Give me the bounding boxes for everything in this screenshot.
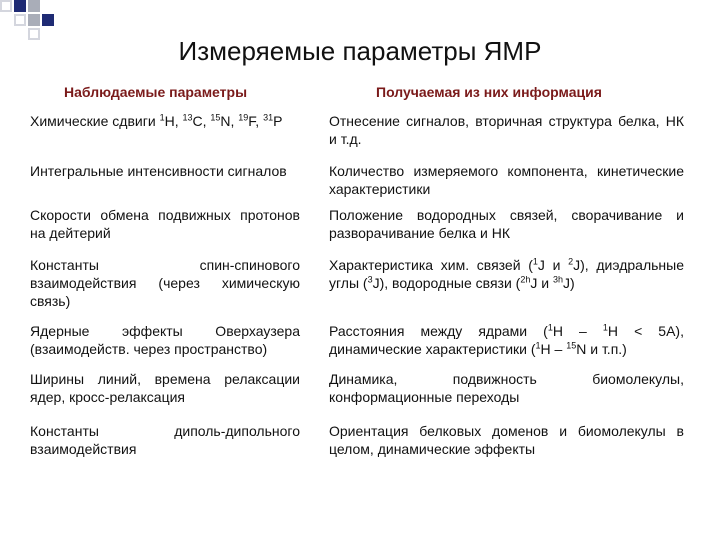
obtained-information: Динамика, подвижность биомолекулы, конформационные переходы xyxy=(329,371,684,405)
table-row xyxy=(30,162,692,206)
observed-parameter: Скорости обмена подвижных протонов на дейтерий xyxy=(30,207,300,241)
decoration-square xyxy=(28,14,40,26)
table-row xyxy=(30,206,692,256)
table-row xyxy=(30,112,692,162)
obtained-information: Количество измеряемого компонента, кинетические характеристики xyxy=(329,163,684,197)
table-row xyxy=(30,370,692,422)
column-header-information: Получаемая из них информация xyxy=(376,84,602,100)
table-row xyxy=(30,322,692,370)
decoration-square xyxy=(0,0,12,12)
table-header xyxy=(0,84,720,106)
decoration-square xyxy=(14,0,26,12)
parameters-table xyxy=(30,112,692,466)
table-row xyxy=(30,256,692,322)
decoration-square xyxy=(42,14,54,26)
observed-parameter: Константы диполь-дипольного взаимодействия xyxy=(30,423,300,457)
obtained-information: Отнесение сигналов, вторичная структура белка, НК и т.д. xyxy=(329,113,684,147)
decoration-square xyxy=(14,14,26,26)
observed-parameter: Интегральные интенсивности сигналов xyxy=(30,163,287,179)
obtained-information: Положение водородных связей, сворачивание и разворачивание белка и НК xyxy=(329,207,684,241)
obtained-information: Расстояния между ядрами ($^1$H – $^1$H < 5A), динамические характеристики ($^1$H – $^{15}$N и т.п.) xyxy=(329,322,684,357)
observed-parameter: Химические сдвиги $^1$H, $^{13}$C, $^{15}$N, $^{19}$F, $^{31}$P xyxy=(30,112,283,129)
obtained-information: Ориентация белковых доменов и биомолекулы в целом, динамические эффекты xyxy=(329,423,684,457)
observed-parameter: Ядерные эффекты Оверхаузера (взаимодейств. через пространство) xyxy=(30,323,300,357)
obtained-information: Характеристика хим. связей ($^1$J и $^2$J), диэдральные углы ($^3$J), водородные связи ($^{2h}$J и $^{3h}$J) xyxy=(329,256,684,291)
observed-parameter: Ширины линий, времена релаксации ядер, кросс-релаксация xyxy=(30,371,300,405)
observed-parameter: Константы спин-спинового взаимодействия (через химическую связь) xyxy=(30,257,300,309)
slide-title: Измеряемые параметры ЯМР xyxy=(178,36,542,66)
decoration-square xyxy=(28,0,40,12)
column-header-observed: Наблюдаемые параметры xyxy=(64,84,248,100)
table-row xyxy=(30,422,692,466)
